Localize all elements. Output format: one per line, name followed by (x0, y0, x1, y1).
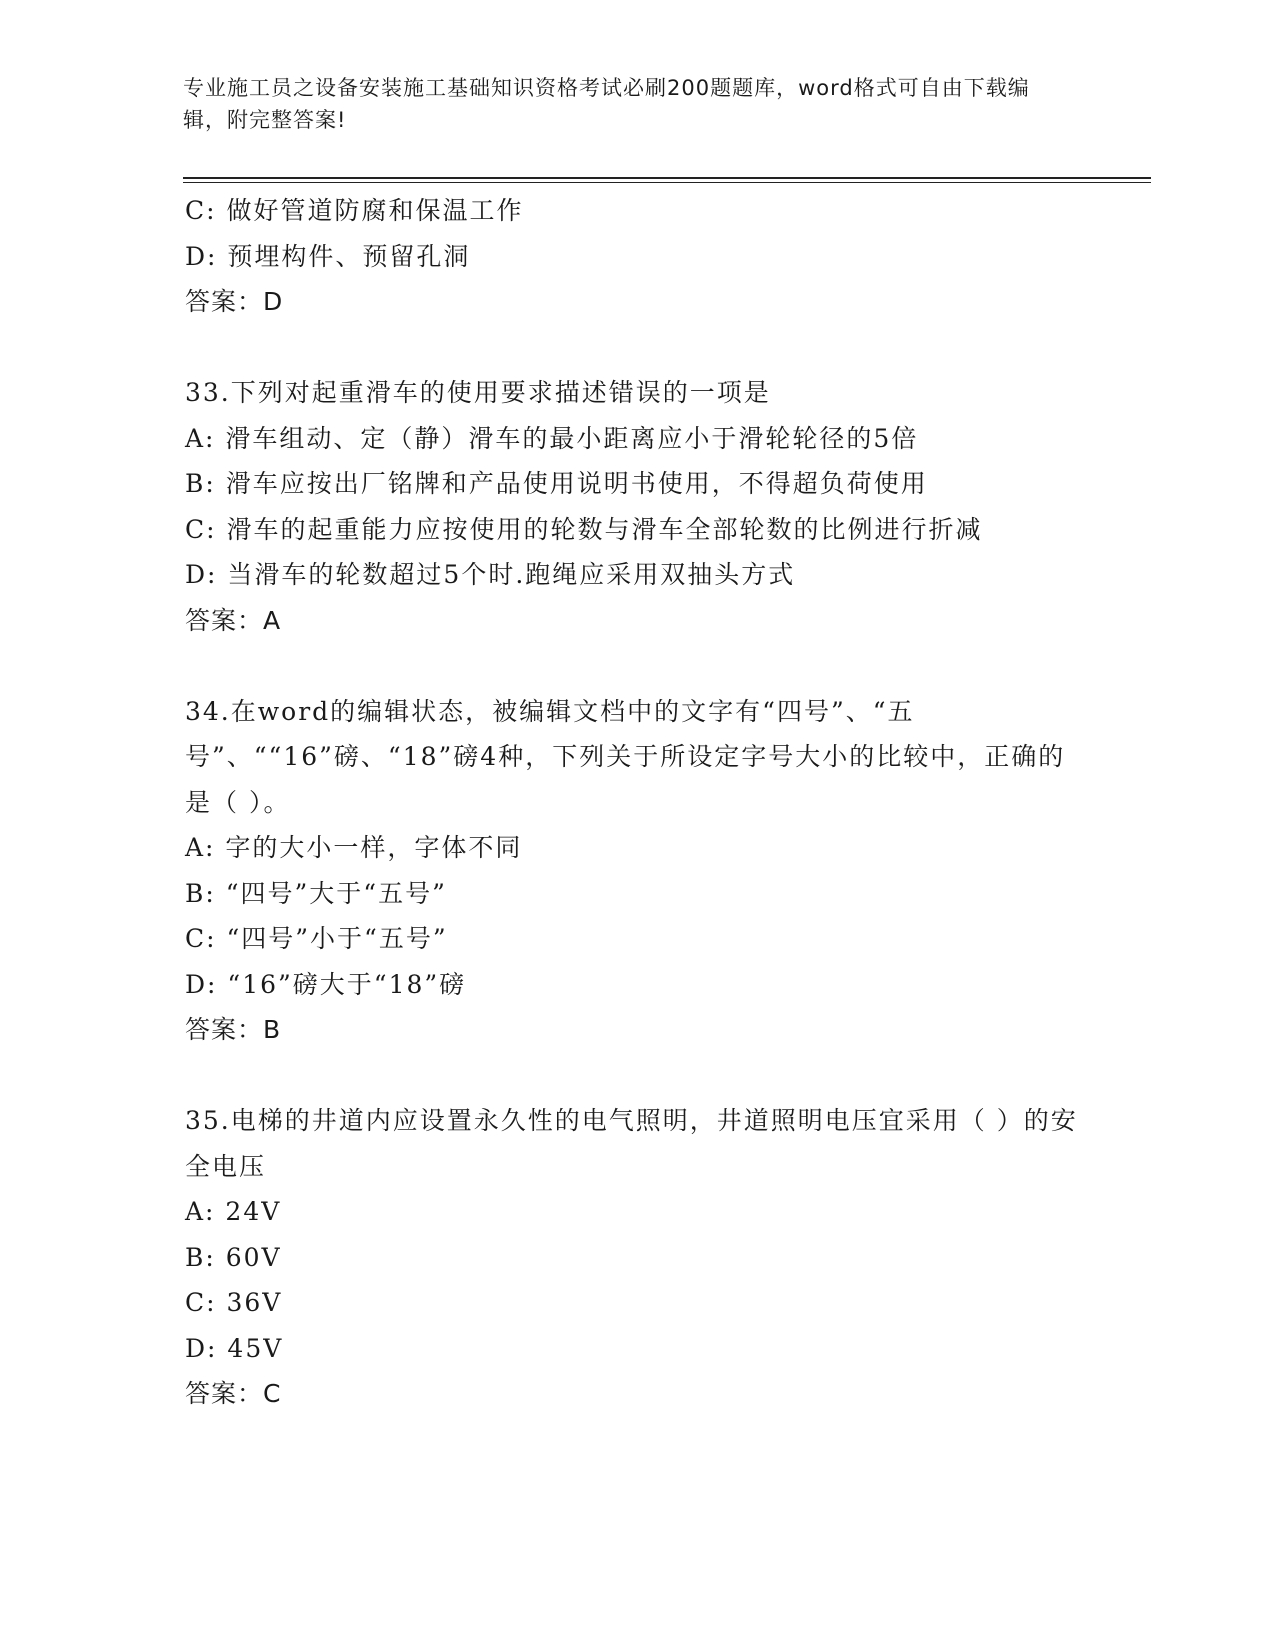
document-header: 专业施工员之设备安装施工基础知识资格考试必刷200题题库，word格式可自由下载编辑，附完整答案! (183, 76, 1030, 132)
option-b: B: “四号”大于“五号” (185, 878, 447, 908)
header-rule-thin (183, 182, 1151, 183)
option-c: C: 36V (185, 1288, 283, 1317)
answer: 答案：B (185, 1015, 282, 1044)
answer: 答案：A (185, 605, 282, 635)
option-b: B: 滑车应按出厂铭牌和产品使用说明书使用，不得超负荷使用 (185, 469, 928, 498)
option-b: B: 60V (185, 1242, 282, 1272)
question-stem: 34.在word的编辑状态，被编辑文档中的文字有“四号”、“五号”、““16”磅、“18”磅4种，下列关于所设定字号大小的比较中，正确的是（ ）。 (185, 696, 1066, 817)
option-a: A: 滑车组动、定（静）滑车的最小距离应小于滑轮轮径的5倍 (185, 423, 919, 453)
option-c: C: “四号”小于“五号” (185, 924, 448, 953)
option-d: D: 预埋构件、预留孔洞 (185, 241, 471, 271)
answer: 答案：C (185, 1379, 282, 1408)
option-d: D: “16”磅大于“18”磅 (185, 969, 467, 999)
option-d: D: 当滑车的轮数超过5个时.跑绳应采用双抽头方式 (185, 560, 796, 589)
answer: 答案：D (185, 287, 284, 316)
question-content (185, 188, 1085, 1417)
question-stem: 33.下列对起重滑车的使用要求描述错误的一项是 (185, 378, 771, 407)
option-d: D: 45V (185, 1333, 284, 1363)
option-a: A: 24V (185, 1197, 282, 1226)
option-a: A: 字的大小一样，字体不同 (185, 833, 523, 862)
option-c: C: 滑车的起重能力应按使用的轮数与滑车全部轮数的比例进行折减 (185, 514, 983, 544)
header-rule-thick (183, 177, 1151, 179)
question-stem: 35.电梯的井道内应设置永久性的电气照明，井道照明电压宜采用（ ）的安全电压 (185, 1106, 1078, 1181)
option-c: C: 做好管道防腐和保温工作 (185, 196, 524, 225)
